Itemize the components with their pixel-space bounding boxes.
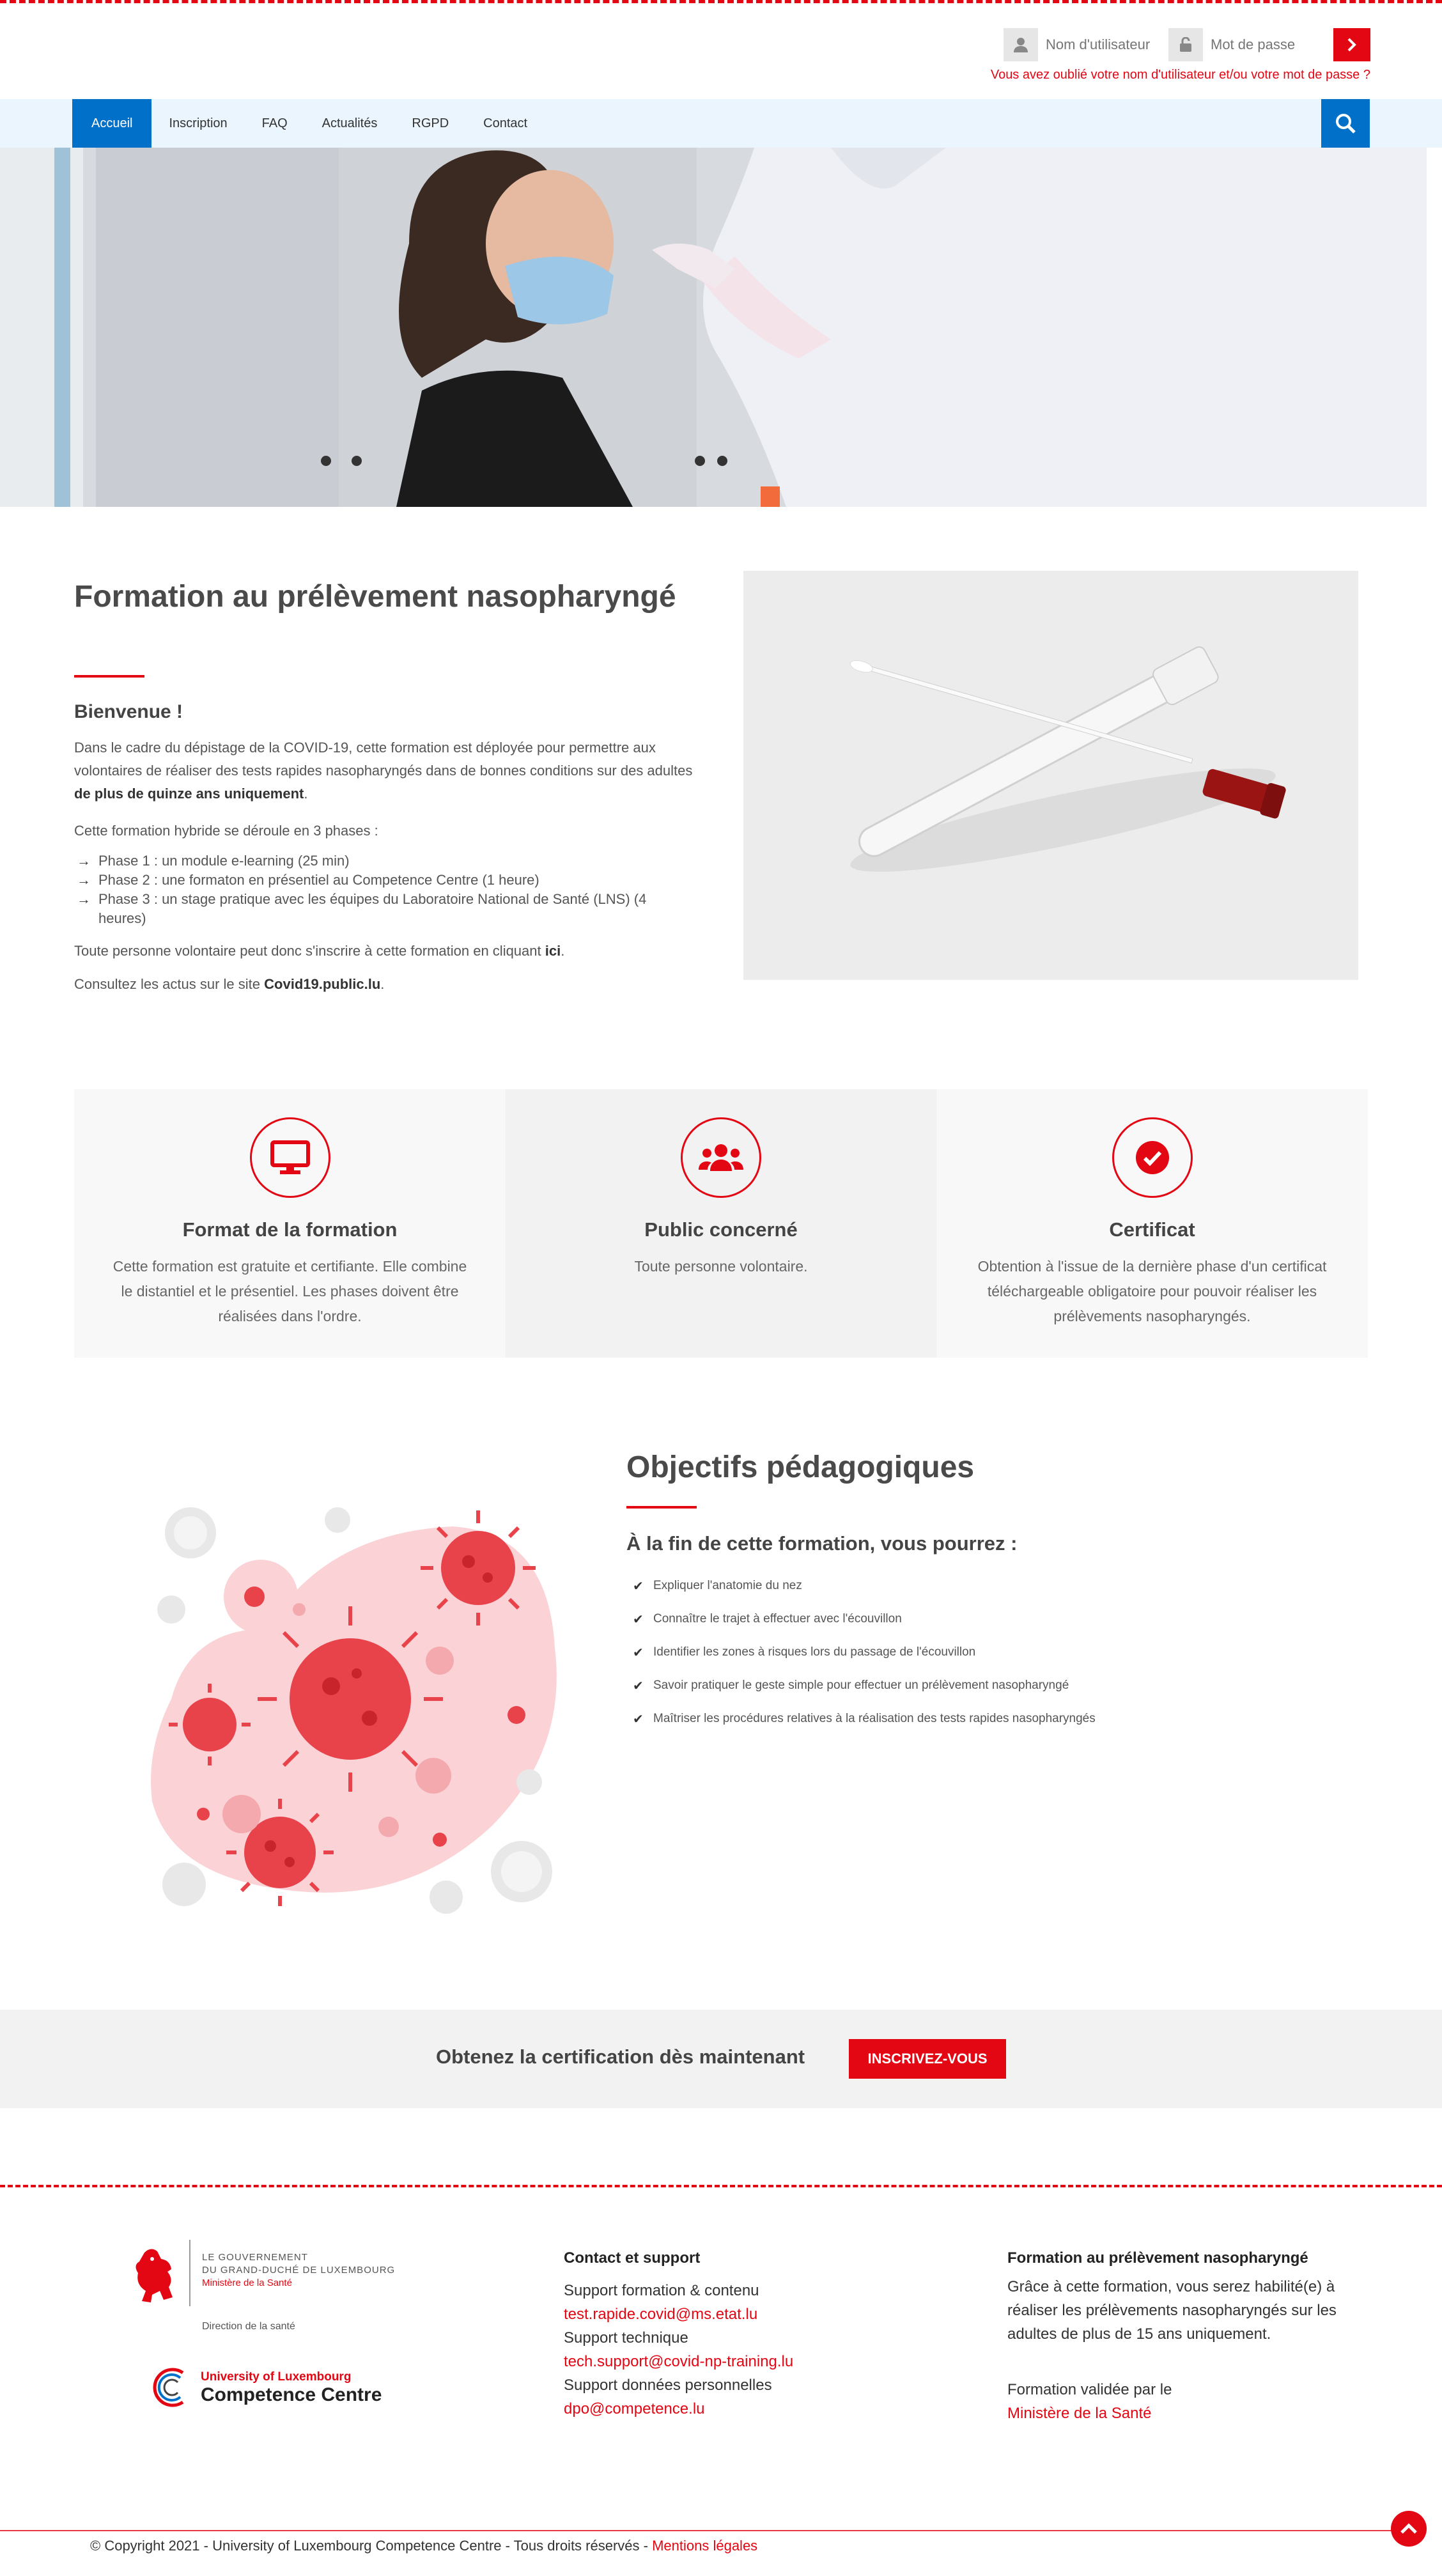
feature-text: Toute personne volontaire. — [634, 1258, 808, 1275]
direction-label: Direction de la santé — [202, 2321, 295, 2332]
footer-about-title: Formation au prélèvement nasopharyngé — [1007, 2249, 1308, 2267]
chevron-right-icon — [1346, 37, 1358, 52]
arrow-right-icon: → — [77, 891, 91, 907]
feature-public — [506, 1089, 936, 1358]
university-logo — [151, 2365, 400, 2410]
list-item: ✔ Maîtriser les procédures relatives à la réalisation des tests rapides nasopharyngés — [633, 1712, 1096, 1726]
gov-line: LE GOUVERNEMENT — [202, 2252, 308, 2263]
footer-about-text: Grâce à cette formation, vous serez habilité(e) à réaliser les prélèvements nasopharyngés sur les adultes de plus de 15 ans uniquement. — [1007, 2278, 1337, 2343]
feature-text: Obtention à l'issue de la dernière phase d'un certificat téléchargeable obligatoire pour pouvoir réaliser les prélèvements nasopharyngés. — [977, 1258, 1327, 1324]
intro-paragraph: Dans le cadre du dépistage de la COVID-19, cette formation est déployée pour permettre aux volontaires de réaliser des tests rapides nasopharyngés dans de bonnes conditions sur des adultes de plus de quinze ans uniquement. — [74, 740, 693, 802]
nav-item-faq[interactable]: FAQ — [261, 116, 288, 130]
objectives-list — [633, 1569, 1096, 1735]
check-icon: ✔ — [633, 1679, 644, 1693]
signup-button[interactable]: INSCRIVEZ-VOUS — [849, 2039, 1006, 2079]
username-field[interactable] — [1004, 28, 1159, 61]
ministry-link[interactable]: Ministère de la Santé — [1007, 2405, 1152, 2422]
support-label: Support données personnelles — [564, 2377, 772, 2394]
list-item: → Phase 2 : une formaton en présentiel au Competence Centre (1 heure) — [77, 871, 697, 890]
uni-centre: Competence Centre — [201, 2384, 382, 2405]
monitor-icon — [250, 1117, 330, 1198]
list-item: ✔ Expliquer l'anatomie du nez — [633, 1579, 802, 1594]
news-paragraph: Consultez les actus sur le site Covid19.public.lu. — [74, 976, 385, 992]
list-item: → Phase 3 : un stage pratique avec les équipes du Laboratoire National de Santé (LNS) (4 heures) — [77, 890, 697, 928]
nav-item-contact[interactable]: Contact — [483, 116, 528, 130]
list-item: ✔ Identifier les zones à risques lors du passage de l'écouvillon — [633, 1645, 976, 1660]
title-underline — [74, 675, 144, 678]
password-field[interactable] — [1168, 28, 1324, 61]
list-item: ✔ Savoir pratiquer le geste simple pour effectuer un prélèvement nasopharyngé — [633, 1679, 1069, 1693]
welcome-heading: Bienvenue ! — [74, 701, 183, 722]
feature-format — [74, 1089, 506, 1358]
user-icon — [1004, 28, 1038, 61]
nav-item-inscription[interactable]: Inscription — [169, 116, 228, 130]
main-nav — [0, 99, 1442, 148]
arrow-right-icon: → — [77, 872, 91, 888]
signup-link[interactable]: ici — [545, 943, 561, 959]
gov-line: Ministère de la Santé — [202, 2277, 292, 2288]
forgot-password-link[interactable]: Vous avez oublié votre nom d'utilisateur et/ou votre mot de passe ? — [990, 68, 1370, 82]
hero-image — [0, 148, 1427, 507]
search-icon — [1335, 113, 1356, 134]
objectives-underline — [626, 1506, 697, 1509]
tech-email-link[interactable]: tech.support@covid-np-training.lu — [564, 2353, 794, 2370]
dpo-email-link[interactable]: dpo@competence.lu — [564, 2400, 705, 2417]
footer-about — [1007, 2246, 1340, 2425]
signup-paragraph: Toute personne volontaire peut donc s'inscrire à cette formation en cliquant ici. — [74, 943, 565, 959]
check-icon: ✔ — [633, 1612, 644, 1627]
covid-site-link[interactable]: Covid19.public.lu — [264, 976, 381, 992]
nav-item-rgpd[interactable]: RGPD — [412, 116, 449, 130]
luxembourg-lion-icon — [132, 2246, 179, 2304]
uni-name: University of Luxembourg — [201, 2370, 352, 2384]
list-item: ✔ Connaître le trajet à effectuer avec l'écouvillon — [633, 1612, 902, 1627]
swab-image — [743, 571, 1358, 980]
phases-intro: Cette formation hybride se déroule en 3 phases : — [74, 823, 378, 839]
check-icon: ✔ — [633, 1645, 644, 1660]
feature-title: Format de la formation — [182, 1218, 398, 1241]
footer-divider — [0, 2530, 1406, 2531]
government-logo — [132, 2237, 413, 2308]
login-submit-button[interactable] — [1333, 28, 1370, 61]
arrow-right-icon: → — [77, 853, 91, 869]
search-button[interactable] — [1321, 99, 1370, 148]
lock-icon — [1168, 28, 1203, 61]
feature-text: Cette formation est gratuite et certifiante. Elle combine le distantiel et le présentiel. Les phases doivent être réalisées dans l'ordre. — [112, 1258, 467, 1324]
footer-contact-title: Contact et support — [564, 2249, 701, 2267]
competence-centre-logo-icon — [151, 2366, 196, 2409]
login-form — [1004, 28, 1370, 61]
username-input[interactable] — [1038, 28, 1159, 61]
validated-label: Formation validée par le — [1007, 2381, 1172, 2398]
page-title: Formation au prélèvement nasopharyngé — [74, 580, 676, 614]
top-dashed-border — [0, 0, 1442, 3]
virus-illustration — [133, 1482, 580, 1929]
check-icon: ✔ — [633, 1579, 644, 1594]
list-item: → Phase 1 : un module e-learning (25 min) — [77, 851, 697, 871]
feature-certificat — [936, 1089, 1368, 1358]
support-label: Support technique — [564, 2329, 688, 2347]
password-input[interactable] — [1203, 28, 1324, 61]
nav-item-accueil[interactable]: Accueil — [72, 99, 151, 148]
cta-text: Obtenez la certification dès maintenant — [436, 2045, 805, 2068]
feature-title: Public concerné — [644, 1218, 798, 1241]
check-icon: ✔ — [633, 1712, 644, 1726]
nav-item-actualites[interactable]: Actualités — [322, 116, 378, 130]
users-icon — [681, 1117, 761, 1198]
phases-list — [77, 851, 697, 928]
chevron-up-icon — [1400, 2522, 1418, 2535]
objectives-title: Objectifs pédagogiques — [626, 1450, 975, 1484]
objectives-subtitle: À la fin de cette formation, vous pourrez : — [626, 1532, 1018, 1555]
footer-dashed-border — [0, 2185, 1442, 2187]
back-to-top-button[interactable] — [1391, 2511, 1427, 2547]
check-circle-icon — [1112, 1117, 1193, 1198]
footer-contact — [564, 2246, 896, 2421]
support-email-link[interactable]: test.rapide.covid@ms.etat.lu — [564, 2306, 758, 2323]
support-label: Support formation & contenu — [564, 2282, 759, 2299]
gov-line: DU GRAND-DUCHÉ DE LUXEMBOURG — [202, 2265, 396, 2276]
legal-link[interactable]: Mentions légales — [652, 2538, 758, 2554]
copyright: © Copyright 2021 - University of Luxembourg Competence Centre - Tous droits réservés - Mentions légales — [90, 2538, 758, 2554]
feature-title: Certificat — [1109, 1218, 1195, 1241]
cta-banner — [0, 2010, 1442, 2108]
